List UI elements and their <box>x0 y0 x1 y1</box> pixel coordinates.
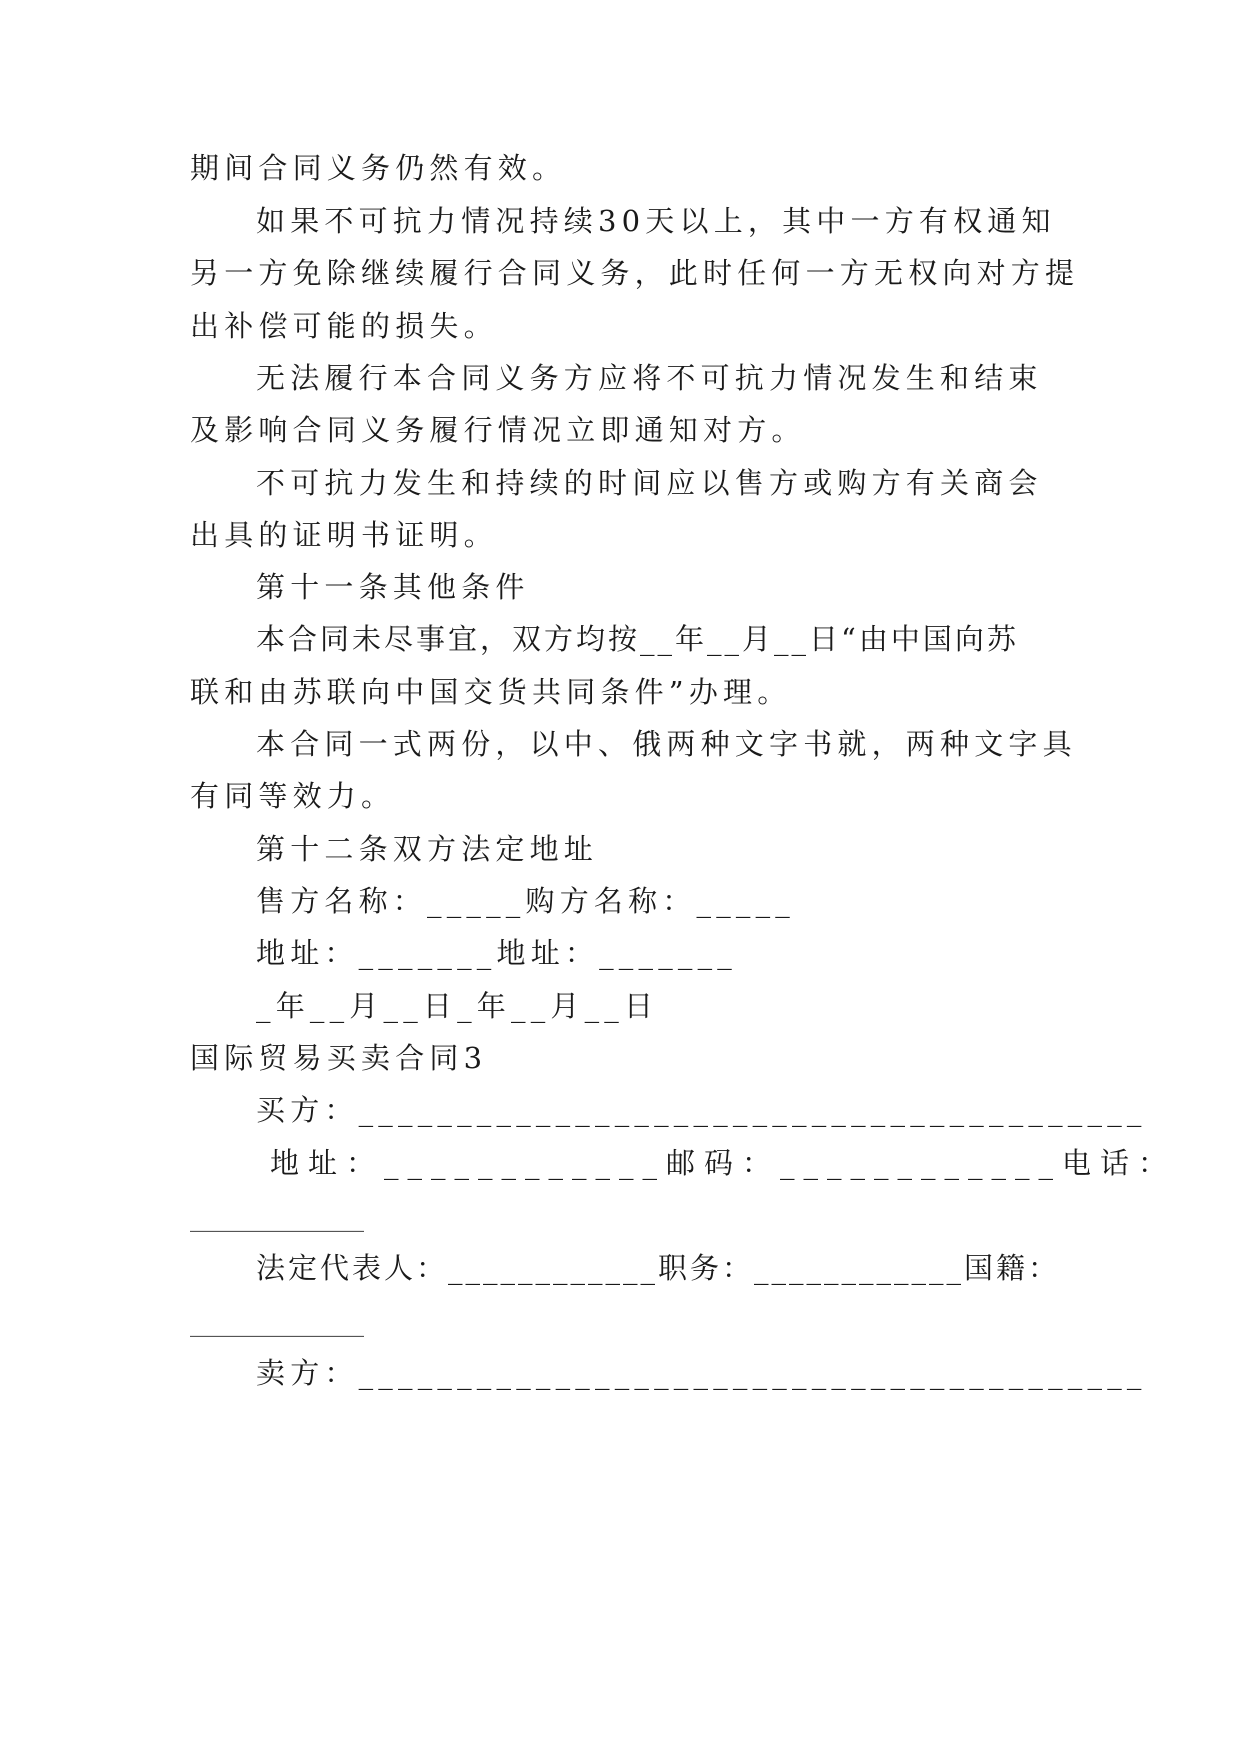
paragraph-line: 无法履行本合同义务方应将不可抗力情况发生和结束 <box>256 361 1043 395</box>
paragraph-line: 出补偿可能的损失。 <box>190 309 498 343</box>
form-line: 地址：_______地址：_______ <box>256 936 738 970</box>
paragraph-line: 有同等效力。 <box>190 779 396 813</box>
paragraph-line: 期间合同义务仍然有效。 <box>190 151 567 185</box>
section-heading: 第十二条双方法定地址 <box>256 832 599 866</box>
paragraph-line: 本合同未尽事宜，双方均按__年__月__日“由中国向苏 <box>256 622 1019 656</box>
form-line: 售方名称：_____购方名称：_____ <box>256 884 796 918</box>
paragraph-line: 出具的证明书证明。 <box>190 518 498 552</box>
paragraph-line: 另一方免除继续履行合同义务，此时任何一方无权向对方提 <box>190 256 1080 290</box>
date-line: _年__月__日_年__月__日 <box>256 989 659 1023</box>
form-line: 法定代表人：____________职务：____________国籍： <box>256 1251 1061 1285</box>
form-line: 卖方：________________________________________ <box>256 1356 1147 1390</box>
section-heading: 第十一条其他条件 <box>256 570 530 604</box>
document-title: 国际贸易买卖合同3 <box>190 1041 488 1075</box>
form-line: 地址：____________邮码：____________电话： <box>270 1146 1177 1180</box>
blank-rule: ____________ <box>190 1198 364 1232</box>
blank-rule: ____________ <box>190 1303 364 1337</box>
paragraph-line: 本合同一式两份，以中、俄两种文字书就，两种文字具 <box>256 727 1077 761</box>
paragraph-line: 不可抗力发生和持续的时间应以售方或购方有关商会 <box>256 466 1043 500</box>
paragraph-line: 联和由苏联向中国交货共同条件”办理。 <box>190 675 792 709</box>
paragraph-line: 及影响合同义务履行情况立即通知对方。 <box>190 413 806 447</box>
paragraph-line: 如果不可抗力情况持续30天以上，其中一方有权通知 <box>256 204 1056 238</box>
form-line: 买方：________________________________________ <box>256 1093 1147 1127</box>
